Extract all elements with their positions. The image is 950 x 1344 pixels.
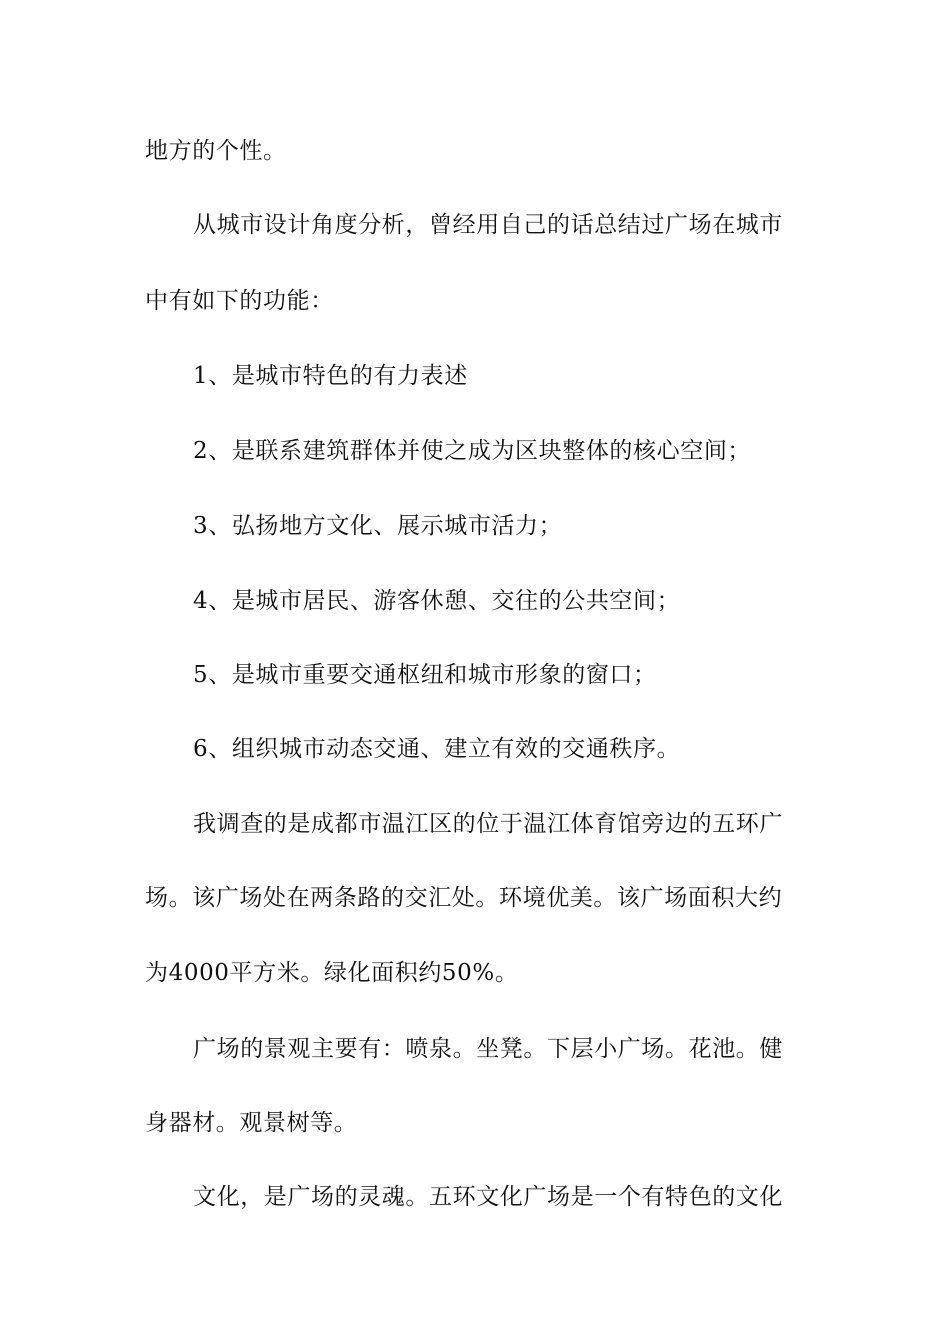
text-line-1: 地方的个性。 <box>145 138 287 164</box>
paragraph-landscape: 广场的景观主要有：喷泉。坐凳。下层小广场。花池。健 <box>193 1036 783 1062</box>
function-item-3: 3、弘扬地方文化、展示城市活力； <box>193 513 563 539</box>
text-line-12: 为4000平方米。绿化面积约50%。 <box>145 960 519 986</box>
function-item-2: 2、是联系建筑群体并使之成为区块整体的核心空间； <box>193 438 752 464</box>
text-line-14: 身器材。观景树等。 <box>145 1110 358 1136</box>
paragraph-survey: 我调查的是成都市温江区的位于温江体育馆旁边的五环广 <box>193 811 783 837</box>
function-item-1: 1、是城市特色的有力表述 <box>193 363 468 389</box>
function-item-4: 4、是城市居民、游客休憩、交往的公共空间； <box>193 588 681 614</box>
function-item-6: 6、组织城市动态交通、建立有效的交通秩序。 <box>193 736 681 762</box>
paragraph-culture: 文化，是广场的灵魂。五环文化广场是一个有特色的文化 <box>193 1184 783 1210</box>
text-line-3: 中有如下的功能： <box>145 288 334 314</box>
function-item-5: 5、是城市重要交通枢纽和城市形象的窗口； <box>193 662 657 688</box>
paragraph-design-analysis: 从城市设计角度分析，曾经用自己的话总结过广场在城市 <box>193 212 783 238</box>
text-line-11: 场。该广场处在两条路的交汇处。环境优美。该广场面积大约 <box>145 885 783 911</box>
